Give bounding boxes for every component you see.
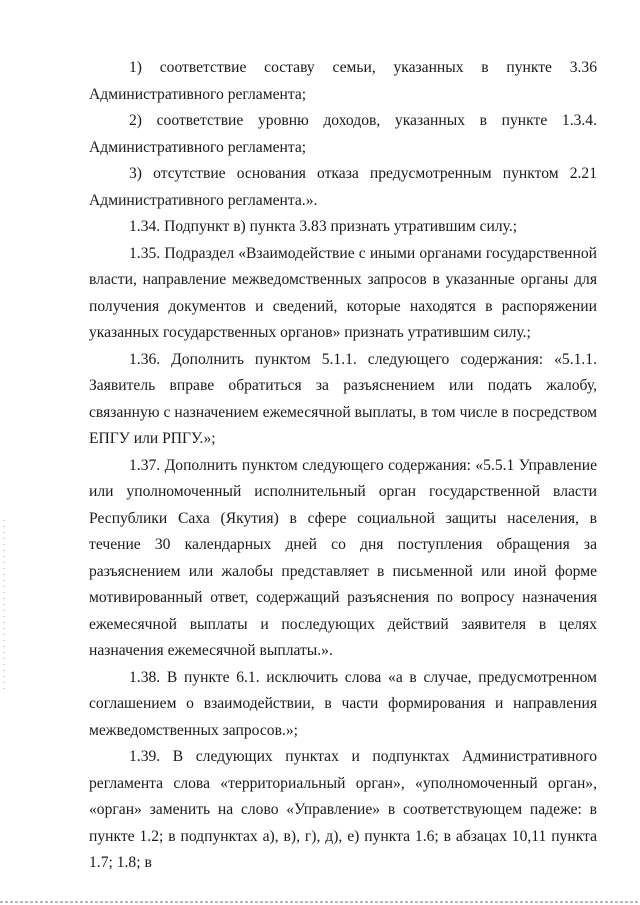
paragraph-item-3: 3) отсутствие основания отказа предусмотренным пунктом 2.21 Административного регламента.». — [89, 165, 597, 209]
paragraph-1-37: 1.37. Дополнить пунктом следующего содержания: «5.5.1 Управление или уполномоченный исполнительный орган государственной власти Республики Саха (Якутия) в сфере социальной защиты населения, в течение 30 календарных дней со дня поступления обращения за разъяснением или жалобы представляет в письменной или иной форме мотивированный ответ, содержащий разъяснения по вопросу назначения ежемесячной выплаты и последующих действий заявителя в целях назначения ежемесячной выплаты.». — [89, 456, 597, 659]
scan-artifact-bottom — [0, 901, 640, 903]
scan-artifact-left — [3, 520, 5, 690]
document-page — [89, 55, 597, 877]
paragraph-item-2: 2) соответствие уровню доходов, указанных в пункте 1.3.4. Административного регламента; — [89, 112, 597, 156]
paragraph-1-38: 1.38. В пункте 6.1. исключить слова «а в случае, предусмотренном соглашением о взаимодействии, в части формирования и направления межведомственных запросов.»; — [89, 668, 597, 739]
paragraph-1-34: 1.34. Подпункт в) пункта 3.83 признать утратившим силу.; — [129, 218, 518, 235]
paragraph-1-36: 1.36. Дополнить пунктом 5.1.1. следующего содержания: «5.1.1. Заявитель вправе обратиться за разъяснением или подать жалобу, связанную с назначением ежемесячной выплаты, в том числе в посредством ЕПГУ или РПГУ.»; — [89, 350, 597, 447]
paragraph-item-1: 1) соответствие составу семьи, указанных в пункте 3.36 Административного регламента; — [89, 59, 597, 103]
paragraph-1-39: 1.39. В следующих пунктах и подпунктах Административного регламента слова «территориальный орган», «уполномоченный орган», «орган» заменить на слово «Управление» в соответствующем падеже: в пункте 1.2; в подпунктах а), в), г), д), е) пункта 1.6; в абзацах 10,11 пункта 1.7; 1.8; в — [89, 748, 597, 871]
paragraph-1-35: 1.35. Подраздел «Взаимодействие с иными органами государственной власти, направление межведомственных запросов в указанные органы для получения документов и сведений, которые находятся в распоряжении указанных государственных органов» признать утратившим силу.; — [89, 244, 597, 341]
